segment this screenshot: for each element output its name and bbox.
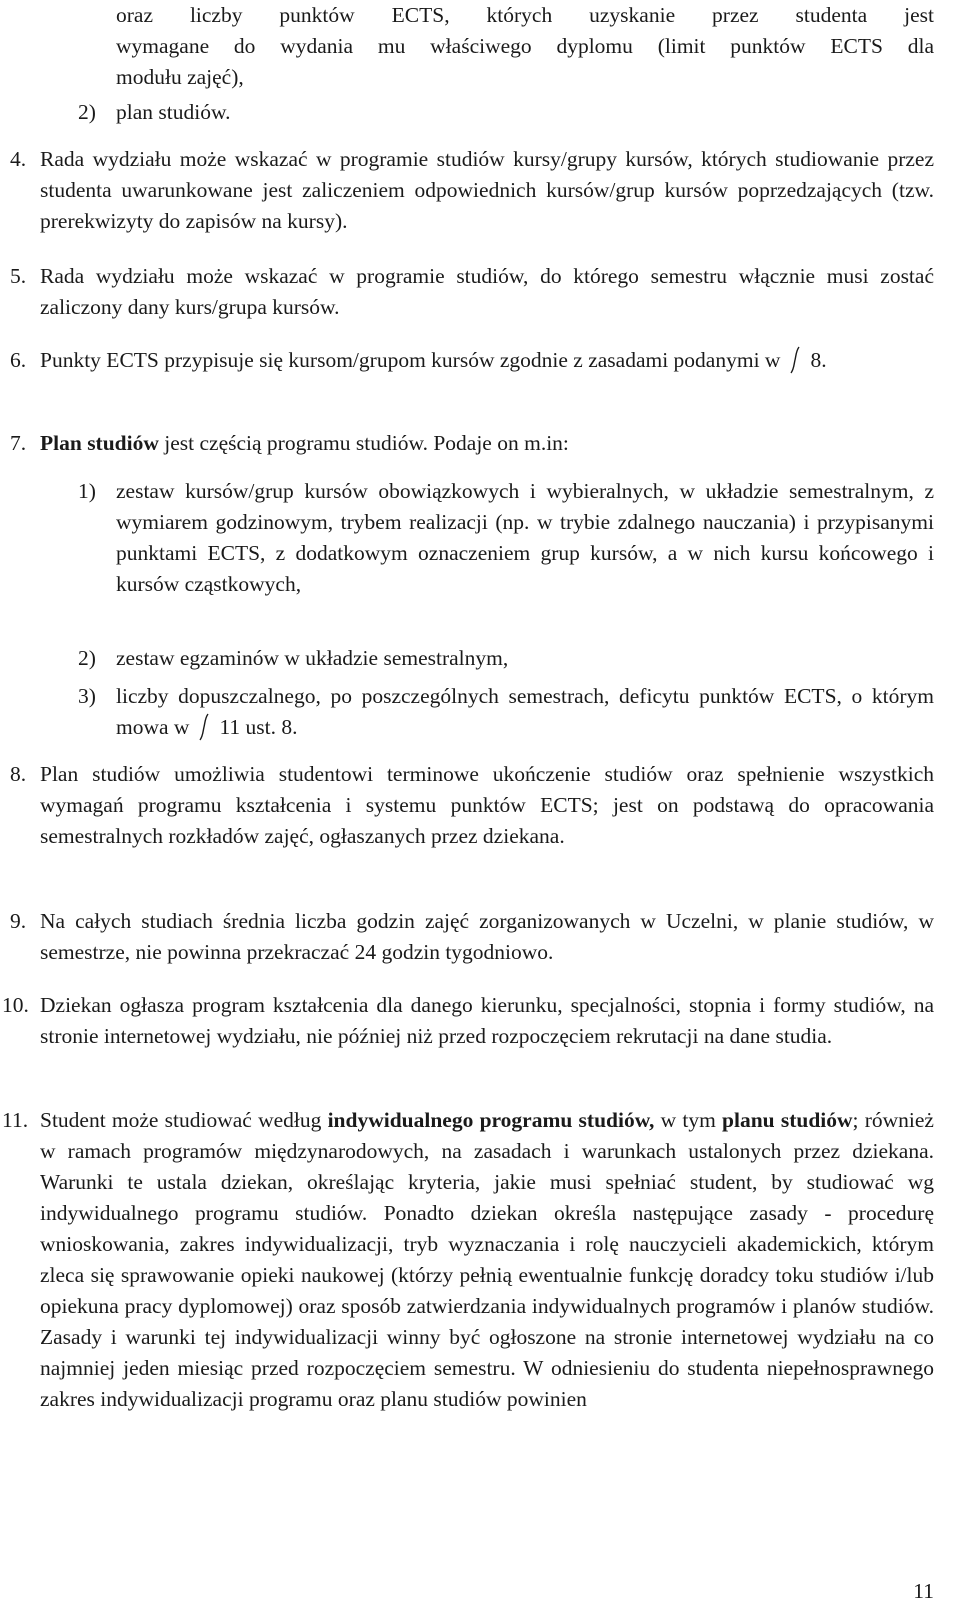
paragraph-text: Plan studiów umożliwia studentowi terminowe ukończenie studiów oraz spełnienie wszystkich wymagań programu kształcenia i systemu punktów ECTS; jest on podstawą do opracowania semestralnych rozkładów zajęć, ogłaszanych przez dziekana. bbox=[40, 762, 934, 848]
page-number: 11 bbox=[913, 1579, 934, 1603]
paragraph-text: Dziekan ogłasza program kształcenia dla danego kierunku, specjalności, stopnia i formy studiów, na stronie internetowej wydziału, nie później niż przed rozpoczęciem rekrutacji na dane studia. bbox=[40, 993, 934, 1048]
paragraph-9 bbox=[0, 906, 934, 968]
paragraph-text bbox=[40, 345, 934, 376]
paragraph-text: Na całych studiach średnia liczba godzin zajęć zorganizowanych w Uczelni, w planie studiów, w semestrze, nie powinna przekraczać 24 godzin tygodniowo. bbox=[40, 909, 934, 964]
paragraph-text bbox=[40, 1105, 934, 1415]
text-segment: 11 ust. 8. bbox=[219, 715, 298, 739]
bold-term: indywidualnego programu studiów, bbox=[327, 1108, 655, 1132]
paragraph-number: 8. bbox=[10, 762, 27, 786]
list-item-3 bbox=[78, 681, 934, 743]
item-number: 2) bbox=[78, 100, 96, 124]
item-text: plan studiów. bbox=[116, 100, 231, 124]
text-segment: liczby dopuszczalnego, po poszczególnych semestrach, deficytu punktów ECTS, o którym mowa w bbox=[116, 684, 934, 739]
paragraph-7 bbox=[0, 428, 934, 459]
text-segment: w tym bbox=[654, 1108, 723, 1132]
paragraph-text: Rada wydziału może wskazać w programie studiów, do którego semestru włącznie musi zostać zaliczony dany kurs/grupa kursów. bbox=[40, 264, 934, 319]
paragraph-number: 5. bbox=[10, 264, 27, 288]
text-segment: jest częścią programu studiów. Podaje on m.in: bbox=[158, 431, 569, 455]
text-line: wymagane do wydania mu właściwego dyplomu (limit punktów ECTS dla bbox=[116, 34, 934, 58]
text-line: oraz liczby punktów ECTS, których uzyskanie przez studenta jest bbox=[116, 3, 934, 27]
continuation-item-1 bbox=[116, 0, 934, 93]
text-segment: ; również w ramach programów międzynarodowych, na zasadach i warunkach ustalonych przez dziekana. Warunki te ustala dziekan, określając kryteria, jakie musi spełniać student, by studiować wg indywidualnego programu studiów. Ponadto dziekan określa następujące zasady - procedurę wnioskowania, zakres indywidualizacji, tryb wyznaczania i rolę nauczycieli akademickich, którym zleca się sprawowanie opieki naukowej (którzy pełnią ewentualnie funkcję doradcy toku studiów i/lub opiekuna pracy dyplomowej) oraz sposób zatwierdzania indywidualnych programów i planów studiów. Zasady i warunki tej indywidualizacji winny być ogłoszone na stronie internetowej wydziału na co najmniej jeden miesiąc przed rozpoczęciem semestru. W odniesieniu do studenta niepełnosprawnego zakres indywidualizacji programu oraz planu studiów powinien bbox=[40, 1108, 934, 1411]
text-segment: Student może studiować według bbox=[40, 1108, 328, 1132]
text-segment: Punkty ECTS przypisuje się kursom/grupom kursów zgodnie z zasadami podanymi w bbox=[40, 348, 781, 372]
paragraph-number: 4. bbox=[10, 147, 27, 171]
item-text: zestaw kursów/grup kursów obowiązkowych i wybieralnych, w układzie semestralnym, z wymiarem godzinowym, trybem realizacji (np. w trybie zdalnego nauczania) i przypisanymi punktami ECTS, z dodatkowym oznaczeniem grup kursów, a w nich kursu końcowego i kursów cząstkowych, bbox=[116, 479, 934, 596]
item-number: 3) bbox=[78, 684, 96, 708]
paragraph-number: 9. bbox=[10, 909, 27, 933]
bold-term: planu studiów bbox=[722, 1108, 853, 1132]
paragraph-4 bbox=[0, 144, 934, 237]
text-segment: 8. bbox=[810, 348, 827, 372]
paragraph-10 bbox=[0, 990, 934, 1052]
continuation-item-2 bbox=[78, 97, 934, 128]
text-line: modułu zajęć), bbox=[116, 65, 244, 89]
list-item-2 bbox=[78, 643, 934, 674]
paragraph-5 bbox=[0, 261, 934, 323]
section-sign-icon bbox=[195, 713, 213, 741]
item-number: 2) bbox=[78, 646, 96, 670]
section-sign-icon bbox=[786, 346, 804, 374]
paragraph-11 bbox=[0, 1105, 934, 1415]
paragraph-8 bbox=[0, 759, 934, 852]
paragraph-number: 11. bbox=[2, 1108, 29, 1132]
paragraph-number: 6. bbox=[10, 348, 27, 372]
item-number: 1) bbox=[78, 479, 96, 503]
bold-term: Plan studiów bbox=[40, 431, 159, 455]
item-text: zestaw egzaminów w układzie semestralnym, bbox=[116, 646, 509, 670]
paragraph-number: 10. bbox=[2, 993, 29, 1017]
paragraph-text bbox=[40, 428, 934, 459]
item-text bbox=[116, 681, 934, 743]
list-item-1 bbox=[78, 476, 934, 600]
paragraph-number: 7. bbox=[10, 431, 27, 455]
paragraph-6 bbox=[0, 345, 934, 376]
paragraph-text: Rada wydziału może wskazać w programie studiów kursy/grupy kursów, których studiowanie przez studenta uwarunkowane jest zaliczeniem odpowiednich kursów/grup kursów poprzedzających (tzw. prerekwizyty do zapisów na kursy). bbox=[40, 147, 934, 233]
